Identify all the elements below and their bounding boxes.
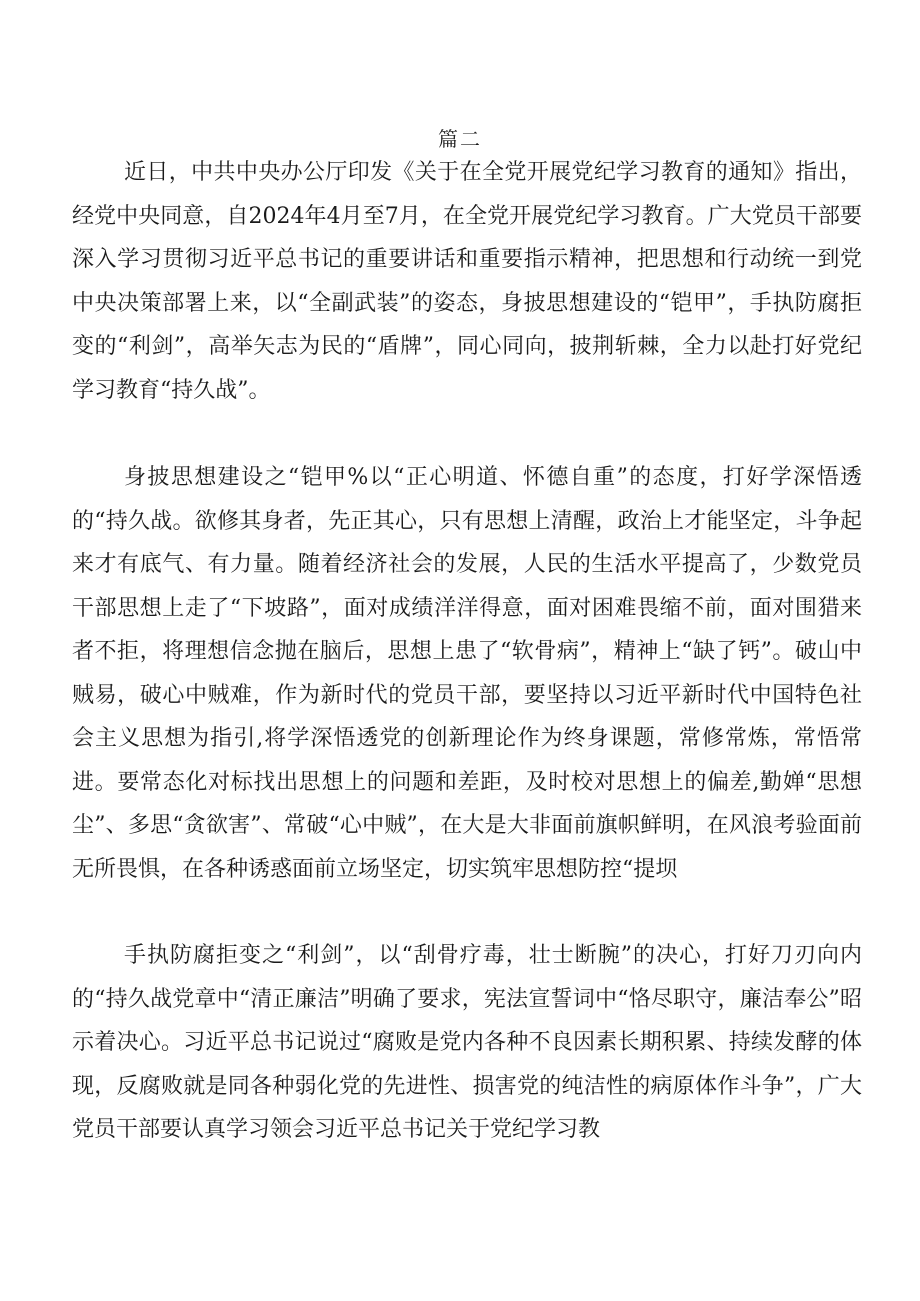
paragraph-armor: 身披思想建设之“铠甲%以“正心明道、怀德自重”的态度，打好学深悟透的“持久战。欲修其身者，先正其心，只有思想上清醒，政治上才能坚定，斗争起来才有底气、有力量。随着经济社会的发展，人民的生活水平提高了，少数党员干部思想上走了“下坡路”，面对成绩洋洋得意，面对困难畏缩不前，面对围猎来者不拒，将理想信念抛在脑后，思想上患了“软骨病”，精神上“缺了钙”。破山中贼易，破心中贼难，作为新时代的党员干部，要坚持以习近平新时代中国特色社会主义思想为指引,将学深悟透党的创新理论作为终身课题，常修常炼，常悟常进。要常态化对标找出思想上的问题和差距，及时校对思想上的偏差,勤婵“思想尘”、多思“贪欲害”、常破“心中贼”，在大是大非面前旗帜鲜明，在风浪考验面前无所畏惧，在各种诱惑面前立场坚定，切实筑牢思想防控“提坝 bbox=[72, 465, 862, 882]
paragraph-sword: 手执防腐拒变之“利剑”，以“刮骨疗毒，壮士断腕”的决心，打好刀刃向内的“持久战党章中“清正廉洁”明确了要求，宪法宣誓词中“恪尽职守，廉洁奉公”昭示着决心。习近平总书记说过“腐败是党内各种不良因素长期积累、持续发酵的体现，反腐败就是同各种弱化党的先进性、损害党的纯洁性的病原体作斗争”，广大党员干部要认真学习领会习近平总书记关于党纪学习教 bbox=[72, 943, 862, 1142]
paragraph-intro: 近日，中共中央办公厅印发《关于在全党开展党纪学习教育的通知》指出，经党中央同意，自2024年4月至7月，在全党开展党纪学习教育。广大党员干部要深入学习贯彻习近平总书记的重要讲话和重要指示精神，把思想和行动统一到党中央决策部署上来，以“全副武装”的姿态，身披思想建设的“铠甲”，手执防腐拒变的“利剑”，高举矢志为民的“盾牌”，同心同向，披荆斩棘，全力以赴打好党纪学习教育“持久战”。 bbox=[72, 160, 862, 403]
document-title: 篇二 bbox=[438, 127, 482, 151]
